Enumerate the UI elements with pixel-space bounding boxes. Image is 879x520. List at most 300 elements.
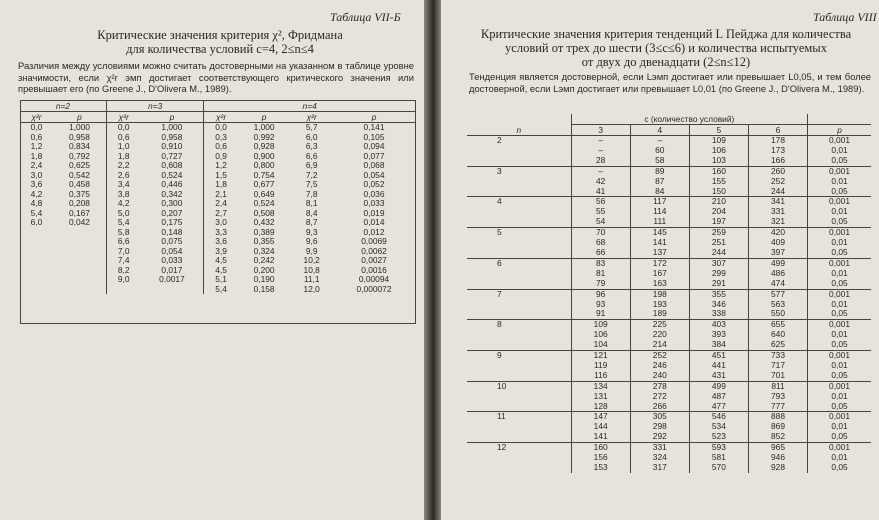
table-cell: 298 bbox=[630, 422, 689, 432]
row-n-label: 2 bbox=[467, 136, 571, 167]
table-cell: 5,4 bbox=[106, 218, 140, 228]
table-cell: 570 bbox=[689, 463, 748, 473]
table-cell: 173 bbox=[748, 146, 807, 156]
table-cell: 119 bbox=[571, 361, 630, 371]
table-cell: 6,3 bbox=[305, 141, 318, 151]
table-cell: 214 bbox=[630, 340, 689, 350]
table-cell: 0,068 bbox=[363, 160, 385, 170]
table-cell bbox=[20, 247, 53, 257]
page-table bbox=[467, 114, 871, 473]
col-header-c5: 5 bbox=[689, 125, 748, 136]
table-cell: 0,01 bbox=[808, 269, 871, 279]
col-header-c3: 3 bbox=[571, 125, 630, 136]
table-cell: 2,1 bbox=[204, 190, 238, 200]
table-cell: 3,3 bbox=[204, 228, 238, 238]
table-cell: 733 bbox=[748, 351, 807, 361]
table-cell: 409 bbox=[748, 238, 807, 248]
table-cell: 160 bbox=[571, 443, 630, 453]
table-cell: 9,9 bbox=[305, 245, 318, 256]
table-cell: 0,001 bbox=[808, 443, 871, 453]
table-cell: 11,1 bbox=[303, 274, 320, 284]
table-cell: 55 bbox=[571, 207, 630, 217]
table-cell: 8,7 bbox=[305, 217, 318, 227]
table-cell: 84 bbox=[630, 187, 689, 197]
table-cell: 0,001 bbox=[808, 228, 871, 238]
table-cell: 8,1 bbox=[305, 198, 318, 208]
table-cell: 0,324 bbox=[253, 245, 275, 256]
table-cell: 0,242 bbox=[253, 255, 275, 265]
header-group-c: c (количество условий) bbox=[571, 114, 807, 125]
table-cell: 0,158 bbox=[253, 283, 275, 294]
table-cell: 141 bbox=[571, 432, 630, 442]
table-cell: 0,542 bbox=[68, 169, 90, 180]
table-cell: 593 bbox=[689, 443, 748, 453]
row-n-label: 3 bbox=[467, 166, 571, 197]
table-cell: 106 bbox=[689, 146, 748, 156]
table-cell: 0,958 bbox=[161, 131, 183, 142]
table-cell: 128 bbox=[571, 402, 630, 412]
table-cell: 91 bbox=[571, 309, 630, 319]
table-cell: 109 bbox=[689, 136, 748, 146]
left-title-line2: для количества условий с=4, 2≤n≤4 bbox=[126, 42, 314, 56]
left-title bbox=[30, 28, 410, 56]
table-cell bbox=[53, 256, 107, 266]
table-cell: 0,054 bbox=[161, 245, 183, 256]
table-cell: 0,910 bbox=[161, 141, 183, 151]
row-n-label: 10 bbox=[467, 381, 571, 412]
table-cell: 563 bbox=[748, 300, 807, 310]
table-cell: 3,0 bbox=[204, 218, 238, 228]
table-cell: 42 bbox=[571, 177, 630, 187]
table-cell: 486 bbox=[748, 269, 807, 279]
table-cell: 0,208 bbox=[68, 198, 90, 208]
table-cell: 0,05 bbox=[808, 217, 871, 227]
table-cell: 167 bbox=[630, 269, 689, 279]
table-cell: 210 bbox=[689, 197, 748, 207]
table-cell: 0,001 bbox=[808, 412, 871, 422]
table-cell: 6,0 bbox=[305, 131, 318, 142]
col-header-p: p bbox=[140, 112, 203, 123]
table-cell: 0,05 bbox=[808, 432, 871, 442]
right-title-line3: от двух до двенадцати (2≤n≤12) bbox=[581, 55, 751, 69]
right-paragraph: Тенденция является достоверной, если Lэмп достигает или превышает L0,05, и тем более достоверной, если Lэмп достигает или превышает L0,01 (по Greene J., D'Olivera M., 1989). bbox=[469, 71, 871, 94]
table-cell: 70 bbox=[571, 228, 630, 238]
table-cell bbox=[20, 275, 53, 285]
table-cell: 134 bbox=[571, 381, 630, 391]
table-cell: 116 bbox=[571, 371, 630, 381]
table-cell: 109 bbox=[571, 320, 630, 330]
table-cell: 0,200 bbox=[253, 264, 275, 275]
table-cell: 259 bbox=[689, 228, 748, 238]
table-cell: 1,2 bbox=[204, 161, 238, 171]
table-cell: 0,001 bbox=[808, 136, 871, 146]
table-cell: 0,05 bbox=[808, 371, 871, 381]
right-title-line1: Критические значения критерия тенденций L Пейджа для количества bbox=[480, 27, 852, 41]
table-cell: 0,012 bbox=[363, 226, 385, 237]
table-cell: 150 bbox=[689, 187, 748, 197]
table-cell: 0,019 bbox=[363, 207, 385, 218]
table-cell: 474 bbox=[748, 279, 807, 289]
table-cell: 0,6 bbox=[204, 142, 238, 152]
table-cell: 487 bbox=[689, 392, 748, 402]
table-cell: 68 bbox=[571, 238, 630, 248]
col-header-chi2: χ²r bbox=[290, 112, 333, 123]
table-cell: 9,6 bbox=[305, 236, 318, 246]
table-cell: 0,05 bbox=[808, 402, 871, 412]
table-cell: 260 bbox=[748, 166, 807, 176]
right-title-line2: условий от трех до шести (3≤c≤6) и количества испытуемых bbox=[505, 41, 827, 55]
table-cell: 137 bbox=[630, 248, 689, 258]
table-cell: 0,001 bbox=[808, 381, 871, 391]
table-cell: 338 bbox=[689, 309, 748, 319]
table-cell: 2,4 bbox=[30, 160, 43, 170]
table-cell: 220 bbox=[630, 330, 689, 340]
table-cell: 87 bbox=[630, 177, 689, 187]
table-cell: 0,001 bbox=[808, 351, 871, 361]
table-cell: 197 bbox=[689, 217, 748, 227]
table-cell: 1,0 bbox=[106, 142, 140, 152]
table-cell: 499 bbox=[748, 258, 807, 268]
table-cell: 252 bbox=[630, 351, 689, 361]
table-cell: 0,042 bbox=[68, 217, 90, 227]
table-cell: 1,000 bbox=[161, 122, 183, 132]
table-cell: 3,6 bbox=[204, 237, 238, 247]
table-cell: 0,05 bbox=[808, 340, 871, 350]
col-header-p: p bbox=[808, 125, 871, 136]
table-cell: 888 bbox=[748, 412, 807, 422]
table-cell bbox=[53, 285, 107, 295]
table-cell bbox=[20, 256, 53, 266]
row-n-label: 6 bbox=[467, 258, 571, 289]
table-cell: 204 bbox=[689, 207, 748, 217]
table-cell: 0,0027 bbox=[361, 255, 387, 265]
table-cell: 141 bbox=[630, 238, 689, 248]
table-cell: 0,207 bbox=[161, 207, 183, 218]
right-title bbox=[461, 27, 871, 69]
table-row bbox=[467, 136, 871, 146]
table-cell: 2,7 bbox=[204, 209, 238, 219]
table-cell: 60 bbox=[630, 146, 689, 156]
group-header-n4: n=4 bbox=[204, 101, 415, 112]
table-cell: 299 bbox=[689, 269, 748, 279]
col-header-chi2: χ²r bbox=[20, 112, 53, 123]
table-cell: 9,3 bbox=[305, 226, 318, 237]
table-cell: 56 bbox=[571, 197, 630, 207]
table-cell: 93 bbox=[571, 300, 630, 310]
table-cell: 397 bbox=[748, 248, 807, 258]
table-cell: 393 bbox=[689, 330, 748, 340]
table-cell: 1,8 bbox=[204, 180, 238, 190]
table-cell: 793 bbox=[748, 392, 807, 402]
row-n-label: 5 bbox=[467, 228, 571, 259]
table-cell: 12,0 bbox=[303, 283, 320, 294]
table-cell: 0,01 bbox=[808, 238, 871, 248]
table-cell: 0,834 bbox=[68, 141, 90, 151]
table-cell: 384 bbox=[689, 340, 748, 350]
table-cell: 0,167 bbox=[68, 207, 90, 218]
table-cell: 523 bbox=[689, 432, 748, 442]
table-cell: 717 bbox=[748, 361, 807, 371]
table-cell: 0,458 bbox=[68, 179, 90, 189]
col-header-p: p bbox=[333, 112, 415, 123]
table-cell: 0,958 bbox=[68, 131, 90, 142]
table-cell: 701 bbox=[748, 371, 807, 381]
table-cell: 0,141 bbox=[363, 122, 385, 132]
table-cell: 0,05 bbox=[808, 248, 871, 258]
group-header-n2: n=2 bbox=[20, 101, 106, 112]
table-cell: 8,2 bbox=[106, 266, 140, 276]
table-cell: 0,00094 bbox=[358, 274, 390, 284]
table-cell: 163 bbox=[630, 279, 689, 289]
table-cell: 341 bbox=[748, 197, 807, 207]
table-cell: 6,9 bbox=[305, 160, 318, 170]
table-row bbox=[467, 443, 871, 453]
table-cell: 0,075 bbox=[161, 236, 183, 246]
table-cell: 3,6 bbox=[30, 179, 43, 189]
table-cell: 193 bbox=[630, 300, 689, 310]
table-cell: 0,01 bbox=[808, 207, 871, 217]
table-cell: 244 bbox=[748, 187, 807, 197]
table-cell: 0,800 bbox=[253, 160, 275, 170]
table-cell: 324 bbox=[630, 453, 689, 463]
table-cell: 321 bbox=[748, 217, 807, 227]
table-cell: 0,6 bbox=[30, 131, 43, 142]
table-cell: 121 bbox=[571, 351, 630, 361]
table-cell: 89 bbox=[630, 166, 689, 176]
table-cell: 0,105 bbox=[363, 131, 385, 142]
table-cell: 9,0 bbox=[106, 275, 140, 285]
table-cell: 305 bbox=[630, 412, 689, 422]
group-header-n3: n=3 bbox=[106, 101, 203, 112]
table-cell: 5,0 bbox=[106, 209, 140, 219]
table-cell: 66 bbox=[571, 248, 630, 258]
left-table-label: Таблица VII-Б bbox=[330, 10, 401, 24]
table-cell bbox=[140, 285, 203, 295]
row-n-label: 12 bbox=[467, 443, 571, 473]
table-cell: 156 bbox=[571, 453, 630, 463]
table-cell: 499 bbox=[689, 381, 748, 391]
table-cell: 3,4 bbox=[106, 180, 140, 190]
table-cell: 0,01 bbox=[808, 177, 871, 187]
table-cell: 0,727 bbox=[161, 150, 183, 161]
table-cell: – bbox=[571, 146, 630, 156]
table-cell: 7,2 bbox=[305, 169, 318, 180]
table-cell: 1,5 bbox=[204, 171, 238, 181]
table-cell: 79 bbox=[571, 279, 630, 289]
table-cell: 0,928 bbox=[253, 141, 275, 151]
table-cell: 155 bbox=[689, 177, 748, 187]
table-cell: 0,0 bbox=[30, 122, 43, 132]
table-cell: 2,6 bbox=[106, 171, 140, 181]
table-cell: 0,054 bbox=[363, 169, 385, 180]
table-cell: 4,5 bbox=[204, 256, 238, 266]
table-cell: 0,508 bbox=[253, 207, 275, 218]
table-row bbox=[467, 351, 871, 361]
table-cell: 2,2 bbox=[106, 161, 140, 171]
col-header-c6: 6 bbox=[748, 125, 807, 136]
col-header-p: p bbox=[238, 112, 291, 123]
table-cell: 0,677 bbox=[253, 179, 275, 189]
table-cell: 172 bbox=[630, 258, 689, 268]
table-cell: 225 bbox=[630, 320, 689, 330]
table-cell: 546 bbox=[689, 412, 748, 422]
table-cell: 0,05 bbox=[808, 463, 871, 473]
table-cell: 0,792 bbox=[68, 150, 90, 161]
col-header-n: n bbox=[467, 125, 571, 136]
table-cell: 58 bbox=[630, 156, 689, 166]
table-row bbox=[467, 166, 871, 176]
table-cell: 0,175 bbox=[161, 217, 183, 227]
table-cell: 0,900 bbox=[253, 150, 275, 161]
table-cell: 8,4 bbox=[305, 207, 318, 218]
table-cell: 291 bbox=[689, 279, 748, 289]
col-header-chi2: χ²r bbox=[106, 112, 140, 123]
table-cell: 1,000 bbox=[253, 122, 275, 132]
table-cell: 0,649 bbox=[253, 188, 275, 199]
table-cell: 420 bbox=[748, 228, 807, 238]
row-n-label: 4 bbox=[467, 197, 571, 228]
table-cell: 550 bbox=[748, 309, 807, 319]
table-cell: 0,01 bbox=[808, 330, 871, 340]
table-cell: 0,389 bbox=[253, 226, 275, 237]
table-row bbox=[467, 289, 871, 299]
table-cell: 581 bbox=[689, 453, 748, 463]
table-cell: 7,8 bbox=[305, 188, 318, 199]
table-cell: 777 bbox=[748, 402, 807, 412]
table-cell: 0,524 bbox=[161, 169, 183, 180]
table-cell: 106 bbox=[571, 330, 630, 340]
table-cell: 178 bbox=[748, 136, 807, 146]
table-cell: 0,05 bbox=[808, 187, 871, 197]
left-page bbox=[0, 0, 424, 520]
book-gutter bbox=[424, 0, 441, 520]
table-cell: 4,8 bbox=[30, 198, 43, 208]
table-cell: 5,7 bbox=[305, 122, 318, 132]
table-cell: 431 bbox=[689, 371, 748, 381]
table-cell: 117 bbox=[630, 197, 689, 207]
table-cell: 2,4 bbox=[204, 199, 238, 209]
table-cell: 346 bbox=[689, 300, 748, 310]
table-cell: 0,01 bbox=[808, 422, 871, 432]
table-cell: 625 bbox=[748, 340, 807, 350]
table-cell: 331 bbox=[748, 207, 807, 217]
table-cell: 869 bbox=[748, 422, 807, 432]
table-cell: 0,01 bbox=[808, 146, 871, 156]
table-cell: 41 bbox=[571, 187, 630, 197]
table-cell: 0,0017 bbox=[159, 274, 185, 284]
table-cell: 4,2 bbox=[106, 199, 140, 209]
row-n-label: 7 bbox=[467, 289, 571, 320]
table-cell: 104 bbox=[571, 340, 630, 350]
table-cell: 160 bbox=[689, 166, 748, 176]
table-cell: 0,625 bbox=[68, 160, 90, 170]
table-cell: – bbox=[571, 166, 630, 176]
table-cell: 1,000 bbox=[68, 122, 90, 132]
table-cell: 477 bbox=[689, 402, 748, 412]
table-cell: 189 bbox=[630, 309, 689, 319]
table-cell: 0,001 bbox=[808, 166, 871, 176]
table-cell: 5,1 bbox=[204, 275, 238, 285]
table-cell: 7,0 bbox=[106, 247, 140, 257]
table-cell: 0,9 bbox=[204, 152, 238, 162]
friedman-table bbox=[20, 101, 415, 294]
table-cell: 0,001 bbox=[808, 197, 871, 207]
table-cell: 144 bbox=[571, 422, 630, 432]
table-cell: 10,8 bbox=[303, 264, 320, 275]
table-cell: 0,3 bbox=[204, 133, 238, 143]
table-cell: 272 bbox=[630, 392, 689, 402]
table-cell: 331 bbox=[630, 443, 689, 453]
table-cell: 6,6 bbox=[305, 150, 318, 161]
table-cell bbox=[53, 237, 107, 247]
table-cell: 317 bbox=[630, 463, 689, 473]
table-cell: 0,0 bbox=[204, 123, 238, 133]
table-cell: 307 bbox=[689, 258, 748, 268]
row-n-label: 8 bbox=[467, 320, 571, 351]
table-cell: 928 bbox=[748, 463, 807, 473]
table-cell bbox=[20, 228, 53, 238]
table-cell: 0,01 bbox=[808, 392, 871, 402]
table-row bbox=[467, 228, 871, 238]
table-row bbox=[467, 258, 871, 268]
right-table-label: Таблица VIII bbox=[813, 10, 877, 24]
table-cell: 0,375 bbox=[68, 188, 90, 199]
col-header-chi2: χ²r bbox=[204, 112, 238, 123]
table-cell: 0,754 bbox=[253, 169, 275, 180]
table-cell: 0,432 bbox=[253, 217, 275, 227]
col-header-c4: 4 bbox=[630, 125, 689, 136]
table-cell: 451 bbox=[689, 351, 748, 361]
table-cell: 244 bbox=[689, 248, 748, 258]
table-cell: 534 bbox=[689, 422, 748, 432]
table-cell: 0,001 bbox=[808, 258, 871, 268]
table-cell: 0,001 bbox=[808, 289, 871, 299]
table-row bbox=[467, 412, 871, 422]
table-cell: 28 bbox=[571, 156, 630, 166]
table-cell: 0,01 bbox=[808, 300, 871, 310]
table-cell: 0,608 bbox=[161, 160, 183, 170]
table-cell: 0,014 bbox=[363, 217, 385, 227]
table-cell: 6,6 bbox=[106, 237, 140, 247]
table-cell: 1,8 bbox=[106, 152, 140, 162]
table-cell: 0,300 bbox=[161, 198, 183, 208]
table-cell: 7,4 bbox=[106, 256, 140, 266]
table-row bbox=[467, 320, 871, 330]
table-cell: 198 bbox=[630, 289, 689, 299]
table-cell: 0,0 bbox=[106, 123, 140, 133]
table-cell: 811 bbox=[748, 381, 807, 391]
table-cell: 292 bbox=[630, 432, 689, 442]
table-cell bbox=[106, 285, 140, 295]
table-cell: 0,0016 bbox=[361, 264, 387, 275]
left-title-line1: Критические значения критерия χ², Фридмана bbox=[97, 28, 343, 42]
table-cell: 251 bbox=[689, 238, 748, 248]
table-cell: 441 bbox=[689, 361, 748, 371]
table-cell: 240 bbox=[630, 371, 689, 381]
table-cell: 0,6 bbox=[106, 133, 140, 143]
table-cell bbox=[53, 247, 107, 257]
table-cell: 0,524 bbox=[253, 198, 275, 208]
table-cell bbox=[53, 266, 107, 276]
row-n-label: 11 bbox=[467, 412, 571, 443]
table-cell: 54 bbox=[571, 217, 630, 227]
table-cell: 6,0 bbox=[30, 217, 43, 227]
table-cell bbox=[53, 228, 107, 238]
table-cell: 4,2 bbox=[30, 188, 43, 199]
table-cell: 0,342 bbox=[161, 188, 183, 199]
table-cell: 4,5 bbox=[204, 266, 238, 276]
table-cell: 0,05 bbox=[808, 279, 871, 289]
